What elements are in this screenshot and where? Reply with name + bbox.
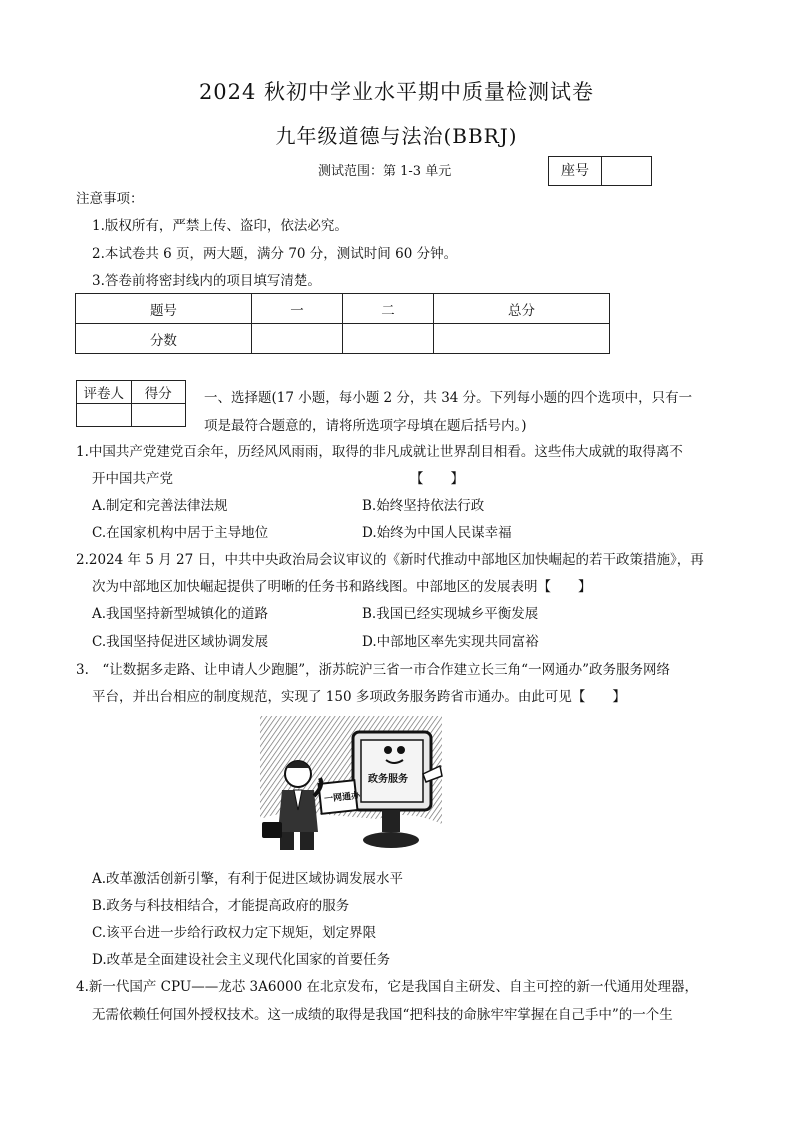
exam-title: 2024 秋初中学业水平期中质量检测试卷 — [198, 80, 595, 104]
answer-bracket[interactable]: 【 】 — [410, 471, 464, 487]
score-cell-part2[interactable] — [342, 324, 433, 354]
option-a: A.改革激活创新引擎，有利于促进区域协调发展水平 — [92, 871, 404, 887]
score-row-label: 分数 — [76, 324, 252, 354]
table-row — [77, 381, 186, 404]
points-cell[interactable] — [131, 404, 186, 427]
score-cell-part1[interactable] — [251, 324, 342, 354]
question-1-stem-cont: 开中国共产党 — [92, 471, 173, 487]
notes-heading: 注意事项： — [76, 191, 144, 207]
option-c: C.该平台进一步给行政权力定下规矩，划定界限 — [92, 925, 377, 941]
seat-number-box — [548, 156, 652, 186]
score-header-cell: 二 — [342, 294, 433, 324]
rater-table — [76, 380, 186, 427]
option-b: B.始终坚持依法行政 — [362, 498, 485, 514]
option-d: D.中部地区率先实现共同富裕 — [362, 634, 539, 650]
points-label: 得分 — [131, 381, 186, 404]
question-4-stem-cont: 无需依赖任何国外授权技术。这一成绩的取得是我国“把科技的命脉牢牢掌握在自己手中”的一个生 — [92, 1007, 673, 1023]
question-1-stem: 1.中国共产党建党百余年，历经风风雨雨，取得的非凡成就让世界刮目相看。这些伟大成就的取得离不 — [76, 444, 683, 460]
option-c: C.我国坚持促进区域协调发展 — [92, 634, 269, 650]
option-a: A.制定和完善法律法规 — [92, 498, 228, 514]
cartoon-screen-text: 政务服务 — [368, 774, 408, 785]
section-instruction-line1: 一、选择题(17 小题，每小题 2 分，共 34 分。下列每小题的四个选项中，只有一 — [204, 390, 693, 406]
exam-subtitle: 九年级道德与法治(BBRJ) — [275, 124, 518, 148]
question-2-stem: 2.2024 年 5 月 27 日，中共中央政治局会议审议的《新时代推动中部地区加快崛起的若干政策措施》，再 — [76, 552, 704, 568]
option-d: D.始终为中国人民谋幸福 — [362, 525, 512, 541]
score-header-cell: 总分 — [434, 294, 610, 324]
option-b: B.我国已经实现城乡平衡发展 — [362, 606, 539, 622]
option-d: D.改革是全面建设社会主义现代化国家的首要任务 — [92, 952, 391, 968]
table-row — [77, 404, 186, 427]
question-2-stem-cont: 次为中部地区加快崛起提供了明晰的任务书和路线图。中部地区的发展表明【 】 — [92, 579, 592, 595]
cartoon-sign-text: 一网通办 — [323, 791, 361, 805]
seat-value-field[interactable] — [602, 157, 651, 185]
question-3-stem: 3. “让数据多走路、让申请人少跑腿”，浙苏皖沪三省一市合作建立长三角“一网通办”政务服务网络 — [76, 662, 670, 678]
question-3-stem-cont: 平台，并出台相应的制度规范，实现了 150 多项政务服务跨省市通办。由此可见【 】 — [92, 689, 626, 705]
table-row — [76, 294, 610, 324]
score-header-cell: 一 — [251, 294, 342, 324]
test-scope: 测试范围：第 1-3 单元 — [318, 164, 452, 179]
rater-label: 评卷人 — [77, 381, 132, 404]
seat-label: 座号 — [549, 157, 602, 185]
option-b: B.政务与科技相结合，才能提高政府的服务 — [92, 898, 350, 914]
option-c: C.在国家机构中居于主导地位 — [92, 525, 269, 541]
score-cell-total[interactable] — [434, 324, 610, 354]
score-header-cell: 题号 — [76, 294, 252, 324]
note-item: 1.版权所有，严禁上传、盗印，依法必究。 — [92, 218, 348, 234]
rater-cell[interactable] — [77, 404, 132, 427]
option-a: A.我国坚持新型城镇化的道路 — [92, 606, 269, 622]
note-item: 2.本试卷共 6 页，两大题，满分 70 分，测试时间 60 分钟。 — [92, 246, 458, 262]
score-table — [75, 293, 610, 354]
section-instruction-line2: 项是最符合题意的，请将所选项字母填在题后括号内。) — [204, 418, 527, 434]
cartoon-svg — [258, 714, 444, 854]
question-4-stem: 4.新一代国产 CPU——龙芯 3A6000 在北京发布，它是我国自主研发、自主可控的新一代通用处理器， — [76, 979, 699, 995]
note-item: 3.答卷前将密封线内的项目填写清楚。 — [92, 273, 321, 289]
cartoon-illustration — [258, 714, 444, 854]
table-row — [76, 324, 610, 354]
